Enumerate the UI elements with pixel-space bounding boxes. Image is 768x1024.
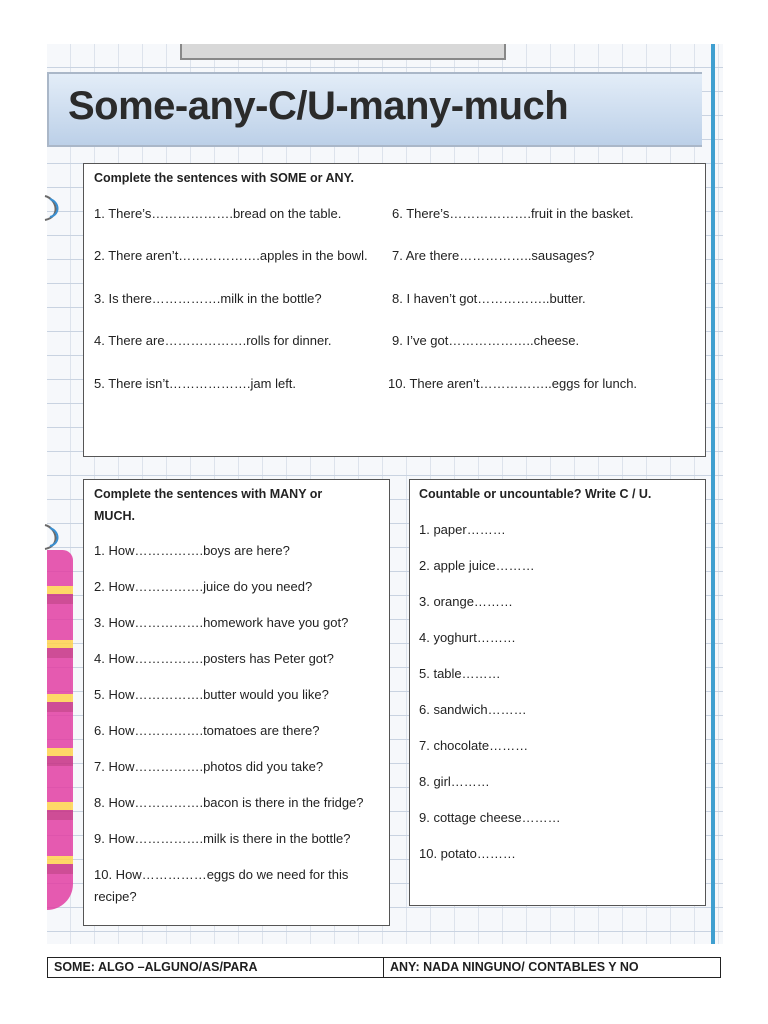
countable-item: 7. chocolate……… [419,738,529,753]
some-any-item: 1. There’s……………….bread on the table. [94,206,342,221]
some-any-item: 4. There are……………….rolls for dinner. [94,333,332,348]
countable-heading: Countable or uncountable? Write C / U. [419,487,652,501]
some-any-item: 8. I haven’t got……………..butter. [392,291,586,306]
many-much-item: 8. How…………….bacon is there in the fridge? [94,795,364,810]
many-much-item: 9. How…………….milk is there in the bottle? [94,831,351,846]
countable-item: 8. girl……… [419,774,490,789]
countable-item: 1. paper……… [419,522,506,537]
countable-item: 9. cottage cheese……… [419,810,561,825]
some-any-item: 2. There aren’t……………….apples in the bowl. [94,248,368,263]
countable-exercise-box [409,479,706,906]
swirl-icon [41,522,67,552]
margin-rule [711,44,715,944]
some-any-item: 5. There isn’t……………….jam left. [94,376,297,391]
many-much-item: 2. How…………….juice do you need? [94,579,313,594]
footer-any-definition: ANY: NADA NINGUNO/ CONTABLES Y NO [390,960,639,974]
countable-item: 4. yoghurt……… [419,630,516,645]
pencil-illustration [47,550,73,910]
some-any-heading: Complete the sentences with SOME or ANY. [94,171,355,185]
many-much-item: 1. How…………….boys are here? [94,543,290,558]
many-much-item: 10. How……………eggs do we need for this [94,867,349,882]
many-much-item: 4. How…………….posters has Peter got? [94,651,334,666]
many-much-item: 7. How…………….photos did you take? [94,759,324,774]
countable-item: 2. apple juice……… [419,558,535,573]
many-much-heading [94,483,322,527]
some-any-item: 7. Are there……………..sausages? [392,248,595,263]
footer-some-definition: SOME: ALGO –ALGUNO/AS/PARA [48,958,384,977]
some-any-item: 9. I’ve got………………..cheese. [392,333,580,348]
countable-item: 6. sandwich……… [419,702,527,717]
some-any-item: 3. Is there…………….milk in the bottle? [94,291,322,306]
many-much-heading-line: MUCH. [94,509,135,523]
swirl-icon [41,193,67,223]
many-much-heading-line: Complete the sentences with MANY or [94,487,323,501]
many-much-item: 6. How…………….tomatoes are there? [94,723,320,738]
many-much-item: recipe? [94,889,137,904]
page-title: Some-any-C/U-many-much [68,84,569,128]
countable-item: 5. table……… [419,666,501,681]
many-much-item: 5. How…………….butter would you like? [94,687,329,702]
some-any-item: 6. There’s……………….fruit in the basket. [392,206,634,221]
top-tab [180,44,506,60]
many-much-item: 3. How…………….homework have you got? [94,615,349,630]
some-any-item: 10. There aren’t……………..eggs for lunch. [388,376,638,391]
countable-item: 3. orange……… [419,594,513,609]
footer-legend-table [47,957,721,978]
countable-item: 10. potato……… [419,846,516,861]
